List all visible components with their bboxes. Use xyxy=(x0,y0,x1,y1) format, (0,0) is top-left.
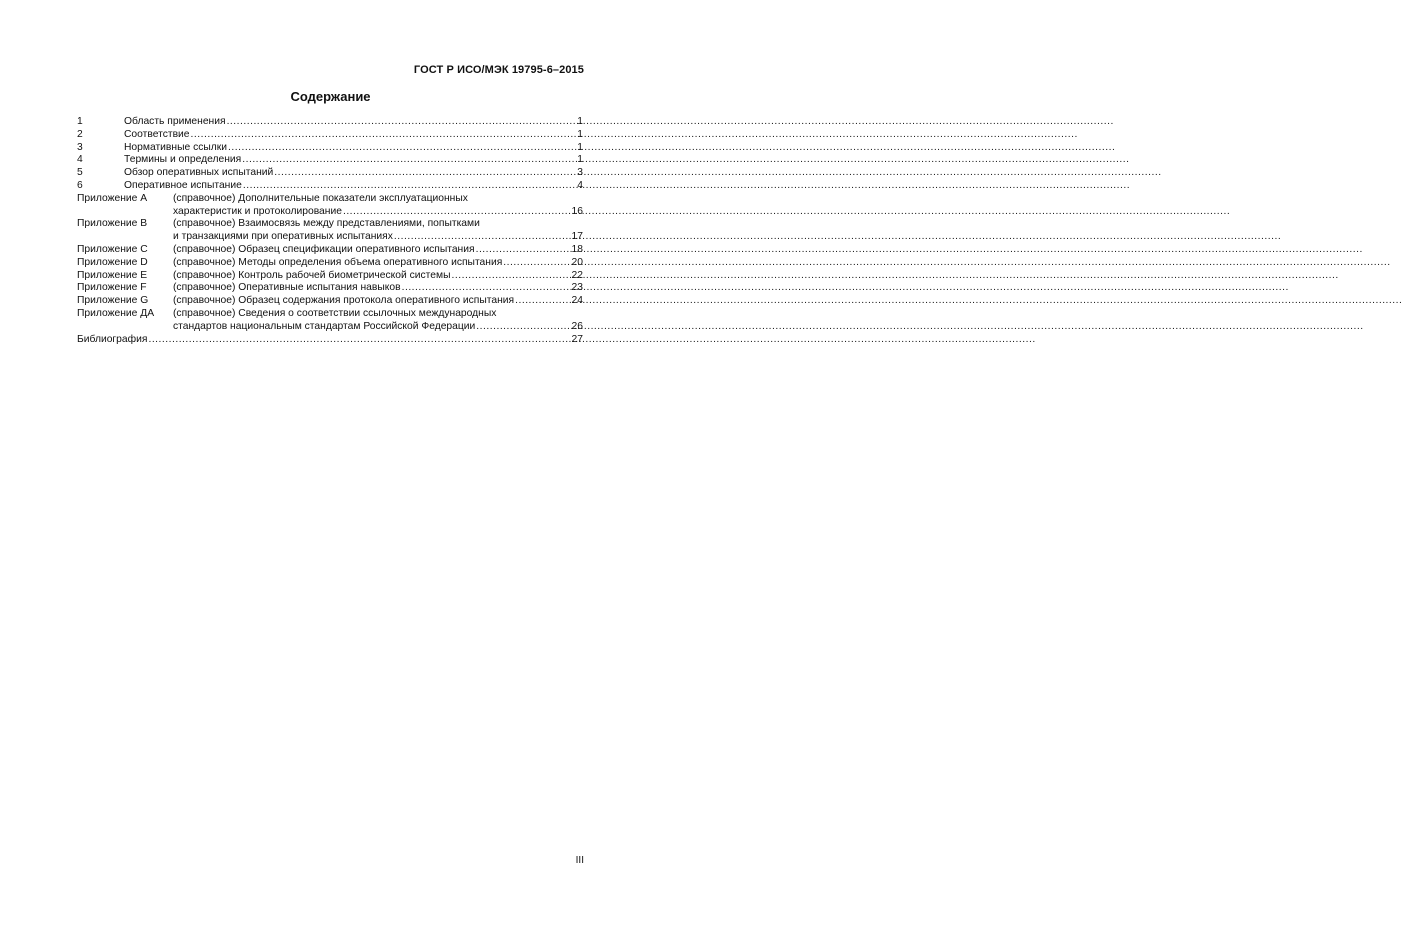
toc-page-number: 16 xyxy=(571,205,583,217)
toc-entry-title: Соответствие xyxy=(124,128,190,140)
toc-entry-title: Оперативное испытание xyxy=(124,179,242,191)
toc-entry-title: (справочное) Контроль рабочей биометрической системы xyxy=(173,269,451,281)
dot-leader xyxy=(242,154,576,167)
toc-entry[interactable] xyxy=(77,129,583,142)
dot-leader xyxy=(402,282,571,295)
dot-leader xyxy=(476,321,570,334)
toc-entry[interactable] xyxy=(77,257,583,270)
toc-entry[interactable] xyxy=(77,295,583,308)
dot-leader xyxy=(515,295,570,308)
dot-leader xyxy=(274,167,576,180)
toc-entry-title: Нормативные ссылки xyxy=(124,141,228,153)
toc-entry-label: Библиография xyxy=(77,333,148,345)
toc-annex-label: Приложение F xyxy=(77,282,147,294)
toc-page-number: 4 xyxy=(577,179,583,191)
toc-entry[interactable] xyxy=(77,193,583,219)
page-number-footer: III xyxy=(575,855,584,866)
toc-entry[interactable] xyxy=(77,154,583,167)
toc-page-number: 18 xyxy=(571,243,583,255)
dot-leader xyxy=(503,257,570,270)
toc-page-number: 3 xyxy=(577,167,583,179)
toc-title: Содержание xyxy=(290,89,371,104)
toc-annex-label: Приложение G xyxy=(77,295,149,307)
toc-entry[interactable] xyxy=(77,167,583,180)
toc-page-number: 1 xyxy=(577,141,583,153)
toc-entry-title: (справочное) Методы определения объема оперативного испытания xyxy=(173,256,503,268)
toc-entry-title: характеристик и протоколирование xyxy=(173,205,342,217)
toc-section-number: 5 xyxy=(77,167,83,179)
toc-page-number: 1 xyxy=(577,128,583,140)
toc-entry[interactable] xyxy=(77,308,583,334)
toc-section-number: 2 xyxy=(77,128,83,140)
toc-annex-label: Приложение С xyxy=(77,243,148,255)
toc-entry-title: Обзор оперативных испытаний xyxy=(124,167,274,179)
toc-annexes xyxy=(77,193,583,334)
toc-section-number: 3 xyxy=(77,141,83,153)
toc-page-number: 20 xyxy=(571,256,583,268)
toc-annex-label: Приложение ДА xyxy=(77,307,155,319)
toc-section-number: 4 xyxy=(77,154,83,166)
toc-section-number: 6 xyxy=(77,179,83,191)
toc-entry-title: (справочное) Образец спецификации оперативного испытания xyxy=(173,243,475,255)
dot-leader xyxy=(148,334,570,347)
toc-entry[interactable] xyxy=(77,244,583,257)
toc-entry-title: (справочное) Сведения о соответствии ссылочных международных xyxy=(173,307,497,319)
toc-entry[interactable] xyxy=(77,282,583,295)
document-code-header: ГОСТ Р ИСО/МЭК 19795-6–2015 xyxy=(413,64,584,76)
toc-page-number: 26 xyxy=(571,320,583,332)
dot-leader xyxy=(476,244,571,257)
table-of-contents xyxy=(77,116,583,346)
toc-entry-bibliography[interactable] xyxy=(77,334,583,347)
toc-entry-title: и транзакциями при оперативных испытаниях xyxy=(173,231,393,243)
toc-entry[interactable] xyxy=(77,116,583,129)
dot-leader xyxy=(243,180,576,193)
dot-leader xyxy=(227,116,577,129)
toc-annex-label: Приложение D xyxy=(77,256,148,268)
toc-entry-title: (справочное) Дополнительные показатели эксплуатационных xyxy=(173,192,468,204)
toc-page-number: 1 xyxy=(577,116,583,127)
toc-entry-title: (справочное) Взаимосвязь между представлениями, попытками xyxy=(173,218,480,230)
toc-entry-title: (справочное) Оперативные испытания навыков xyxy=(173,282,401,294)
toc-annex-label: Приложение В xyxy=(77,218,148,230)
toc-entry-title: стандартов национальным стандартам Российской Федерации xyxy=(173,320,476,332)
toc-page-number: 17 xyxy=(571,231,583,243)
toc-annex-label: Приложение Е xyxy=(77,269,148,281)
toc-entry-title: (справочное) Образец содержания протокола оперативного испытания xyxy=(173,295,515,307)
dot-leader xyxy=(452,270,571,283)
toc-main-sections xyxy=(77,116,583,193)
toc-entry[interactable] xyxy=(77,142,583,155)
dot-leader xyxy=(228,142,576,155)
toc-page-number: 24 xyxy=(571,295,583,307)
toc-entry[interactable] xyxy=(77,270,583,283)
dot-leader xyxy=(343,206,571,219)
toc-entry[interactable] xyxy=(77,180,583,193)
toc-entry-title: Область применения xyxy=(124,116,226,127)
toc-page-number: 22 xyxy=(571,269,583,281)
dot-leader xyxy=(394,231,571,244)
toc-page-number: 27 xyxy=(571,333,583,345)
toc-annex-label: Приложение А xyxy=(77,192,148,204)
toc-entry-title: Термины и определения xyxy=(124,154,242,166)
toc-section-number: 1 xyxy=(77,116,83,127)
toc-page-number: 23 xyxy=(571,282,583,294)
dot-leader xyxy=(191,129,577,142)
toc-page-number: 1 xyxy=(577,154,583,166)
toc-entry[interactable] xyxy=(77,218,583,244)
